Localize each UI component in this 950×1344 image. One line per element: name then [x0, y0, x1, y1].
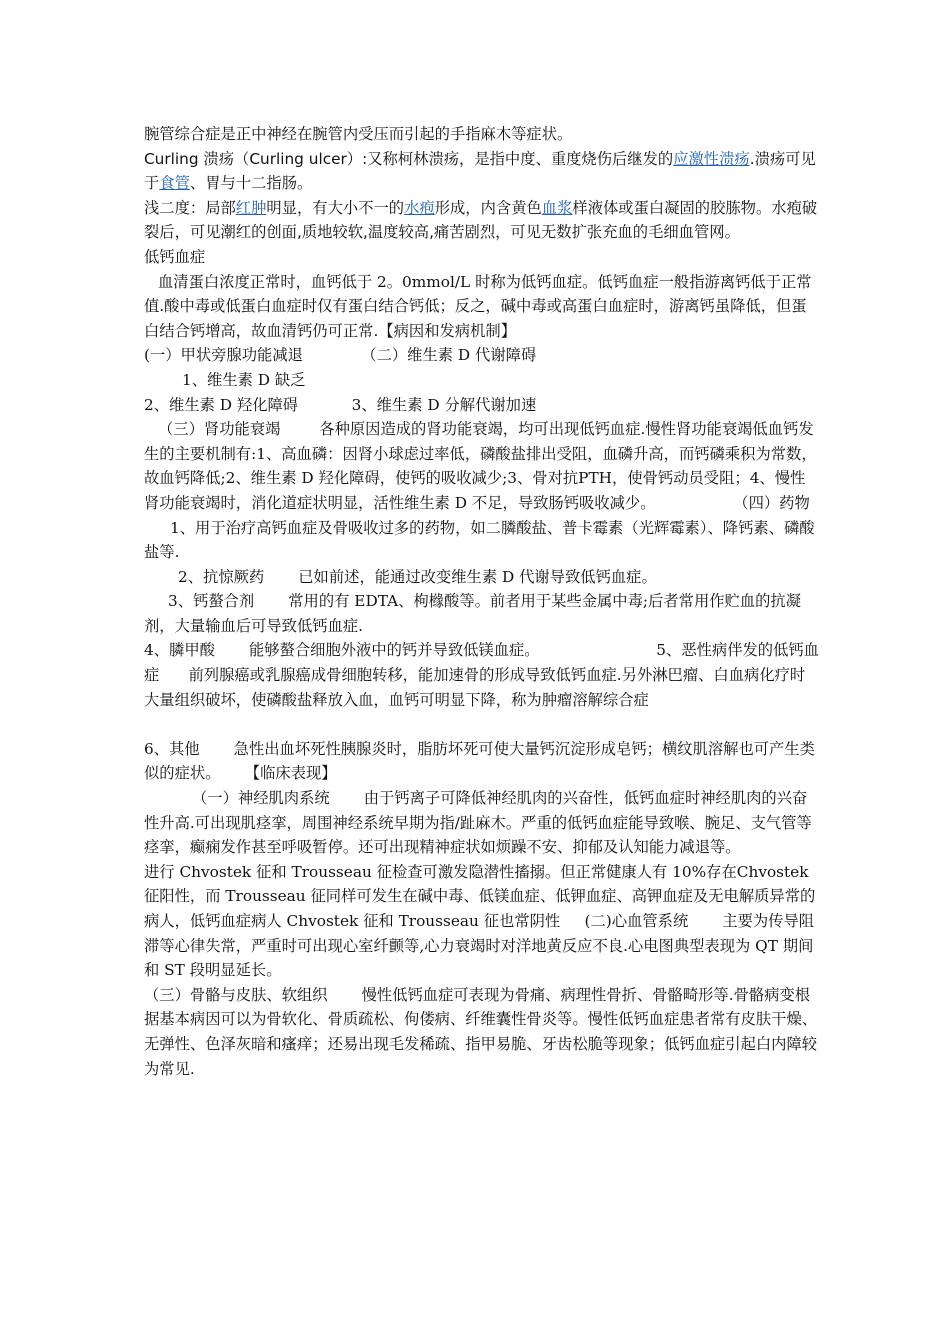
- paragraph-curling-ulcer: [144, 147, 820, 196]
- link-blister[interactable]: 水疱: [404, 198, 435, 217]
- curling-text-2: .溃疡可见于: [144, 149, 816, 193]
- curling-text-3: 、胃与十二指肠。: [189, 174, 313, 193]
- shallow-text-1: 浅二度：局部: [144, 198, 236, 217]
- link-stress-ulcer[interactable]: 应激性溃疡: [673, 149, 750, 168]
- paragraph-superficial-second-degree: [144, 196, 820, 245]
- blank-line: [144, 712, 820, 737]
- link-esophagus[interactable]: 食管: [159, 174, 190, 193]
- curling-text-1: Curling 溃疡（Curling ulcer）:又称柯林溃疡，是指中度、重度烧伤后继发的: [144, 149, 674, 168]
- paragraph-drug-1: 1、用于治疗高钙血症及骨吸收过多的药物，如二膦酸盐、普卡霉素（光辉霉素）、降钙素、磷酸盐等.: [144, 518, 815, 562]
- line-vitamin-d-hydroxylation: 2、维生素 D 羟化障碍 3、维生素 D 分解代谢加速: [144, 395, 537, 414]
- paragraph-drug-3: 3、钙螯合剂 常用的有 EDTA、枸橼酸等。前者用于某些金属中毒;后者常用作贮血的抗凝剂，大量输血后可导致低钙血症.: [144, 592, 802, 635]
- link-plasma[interactable]: 血浆: [541, 198, 573, 217]
- line-causes-1-2: (一）甲状旁腺功能减退 （二）维生素 D 代谢障碍: [144, 346, 537, 365]
- link-redness-swelling[interactable]: 红肿: [235, 198, 267, 217]
- heading-hypocalcemia: 低钙血症: [144, 247, 206, 266]
- shallow-text-2: 明显，有大小不一的: [266, 198, 405, 217]
- line-vitamin-d-deficiency: 1、维生素 D 缺乏: [182, 370, 306, 389]
- paragraph-renal-failure: （三）肾功能衰竭 各种原因造成的肾功能衰竭，均可出现低钙血症.慢性肾功能衰竭低血钙发生的主要机制有:1、高血磷：因肾小球虑过率低，磷酸盐排出受阻，血磷升高，而钙磷乘积为常数，故血钙降低;2、维生素 D 羟化障碍，使钙的吸收减少;3、骨对抗PTH，使骨钙动员受阻；4、慢性肾功能衰竭时，消化道症状明显，活性维生素 D 不足，导致肠钙吸收减少。 （四）药物: [144, 420, 817, 512]
- paragraph-definition: 血清蛋白浓度正常时，血钙低于 2。0mmol/L 时称为低钙血症。低钙血症一般指游离钙低于正常值.酸中毒或低蛋白血症时仅有蛋白结合钙低；反之，碱中毒或高蛋白血症时，游离钙虽降低，但蛋白结合钙增高，故血清钙仍可正常.【病因和发病机制】: [144, 272, 812, 340]
- shallow-text-3: 形成，内含黄色: [434, 198, 542, 217]
- paragraph-drug-2: 2、抗惊厥药 已如前述，能通过改变维生素 D 代谢导致低钙血症。: [178, 567, 657, 586]
- paragraph-carpal-tunnel: 腕管综合症是正中神经在腕管内受压而引起的手指麻木等症状。: [144, 125, 573, 143]
- paragraph-drug-4-malignancy: 4、膦甲酸 能够螯合细胞外液中的钙并导致低镁血症。 5、恶性病伴发的低钙血症 前列腺癌或乳腺癌成骨细胞转移，能加速骨的形成导致低钙血症.另外淋巴瘤、白血病化疗时大量组织破坏，使磷酸盐释放入血，血钙可明显下降，称为肿瘤溶解综合症: [144, 641, 819, 709]
- paragraph-bone-skin: （三）骨骼与皮肤、软组织 慢性低钙血症可表现为骨痛、病理性骨折、骨骼畸形等.骨骼病变根据基本病因可以为骨软化、骨质疏松、佝偻病、纤维囊性骨炎等。慢性低钙血症患者常有皮肤干燥、无弹性、色泽灰暗和瘙痒；还易出现毛发稀疏、指甲易脆、牙齿松脆等现象；低钙血症引起白内障较为常见.: [144, 985, 818, 1078]
- shallow-text-4: 样液体或蛋白凝固的胶胨物。水疱破裂后，可见潮红的创面,质地较软,温度较高,痛苦剧烈，可见无数扩张充血的毛细血管网。: [144, 198, 818, 242]
- paragraph-other-causes: 6、其他 急性出血坏死性胰腺炎时，脂肪坏死可使大量钙沉淀形成皂钙；横纹肌溶解也可产生类似的症状。 【临床表现】: [144, 739, 815, 783]
- paragraph-chvostek-cardiovascular: 进行 Chvostek 征和 Trousseau 征检查可激发隐潜性搐搦。但正常健康人有 10%存在Chvostek 征阳性，而 Trousseau 征同样可发生在碱中毒、低镁血症、低钾血症、高钾血症及无电解质异常的病人，低钙血症病人 Chvostek 征和 Trousseau 征也常阴性 (二)心血管系统 主要为传导阻滞等心律失常，严重时可出现心室纤颤等,心力衰竭时对洋地黄反应不良.心电图典型表现为 QT 期间和 ST 段明显延长。: [144, 862, 816, 980]
- paragraph-neuromuscular: （一）神经肌肉系统 由于钙离子可降低神经肌肉的兴奋性，低钙血症时神经肌肉的兴奋性升高.可出现肌痉挛，周围神经系统早期为指/趾麻木。严重的低钙血症能导致喉、腕足、支气管等痉挛，癫痫发作甚至呼吸暂停。还可出现精神症状如烦躁不安、抑郁及认知能力减退等。: [144, 789, 812, 857]
- document-body: [144, 122, 820, 1081]
